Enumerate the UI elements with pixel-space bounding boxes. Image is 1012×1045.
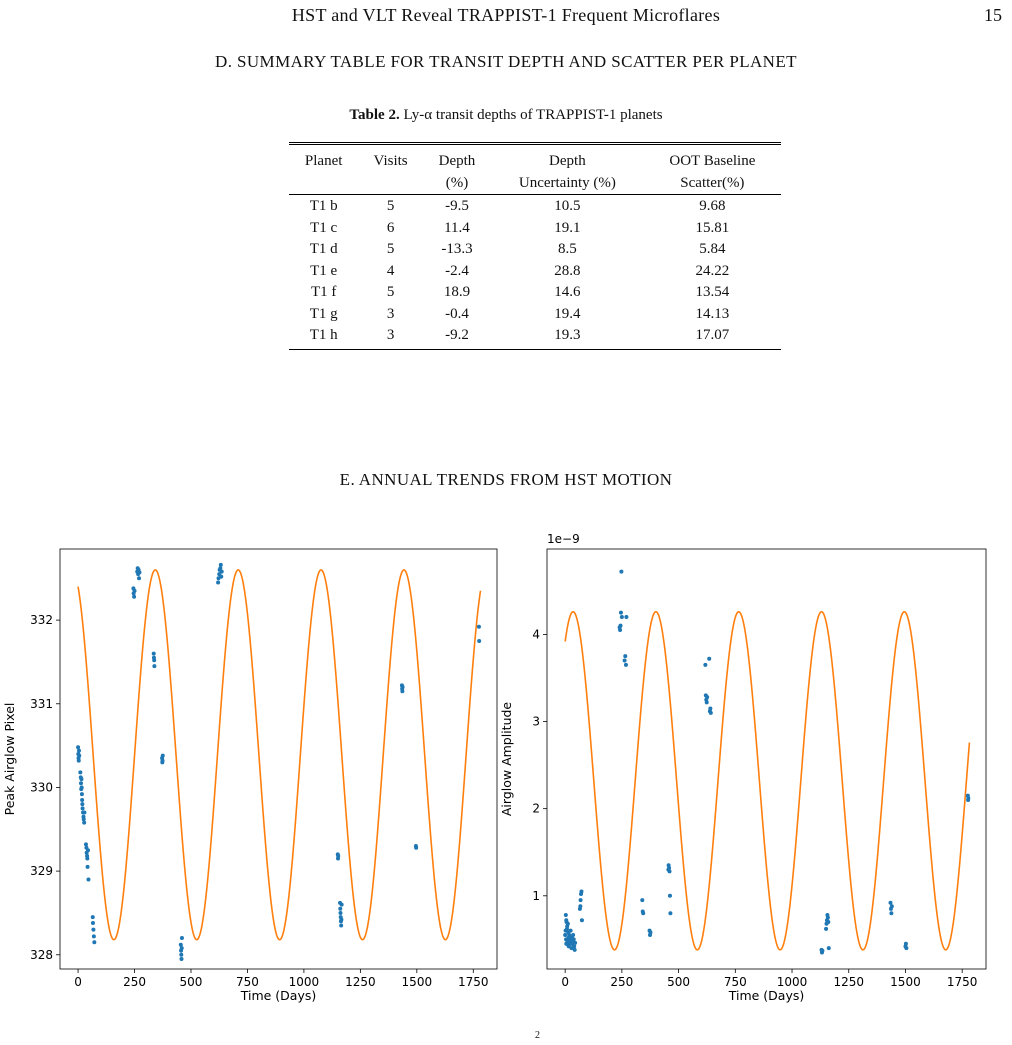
data-point [708,706,712,710]
table-cell: -9.2 [423,325,491,349]
table-header-cell: Uncertainty (%) [491,172,644,195]
table-caption [0,107,1012,124]
data-point [340,903,344,907]
data-point [904,942,908,946]
y-tick-label: 328 [30,947,53,962]
data-point [220,570,224,574]
y-tick-label: 4 [532,627,540,642]
data-point [580,918,584,922]
data-point [564,913,568,917]
data-point [667,866,671,870]
data-point [820,949,824,953]
plot-frame [547,549,986,969]
table-cell: 14.13 [695,305,730,322]
table-header-row [289,144,781,173]
data-point [477,625,481,629]
x-tick-label: 1500 [401,975,433,989]
data-point [668,911,672,915]
data-point [82,817,86,821]
table-cell: 4 [386,262,395,279]
page-number: 15 [984,5,1002,25]
data-point [705,695,709,699]
data-point [572,944,576,948]
table-header-cell: OOT Baseline [644,144,781,173]
data-point [827,946,831,950]
table-cell: 17.07 [644,325,781,349]
x-tick-label: 250 [610,975,634,989]
data-point [624,615,628,619]
table-cell: 19.1 [554,219,581,236]
y-tick-label: 330 [30,780,53,795]
table-cell: 6 [386,219,395,236]
data-point [648,930,652,934]
data-point [82,811,86,815]
table-cell: 19.3 [491,325,644,349]
x-tick-label: 750 [723,975,747,989]
data-point [179,943,183,947]
page-footer-mark: 2 [535,1030,540,1041]
data-point [85,857,89,861]
data-point [91,915,95,919]
table-cell: -9.5 [445,198,469,214]
data-point [219,575,223,579]
y-tick-label: 329 [30,864,53,879]
data-point [400,689,404,693]
table-header-cell [358,172,423,195]
table-row [289,282,781,304]
table-cell: -0.4 [445,305,469,322]
data-point [579,889,583,893]
table-cell: 3 [386,305,395,322]
data-point [338,907,342,911]
data-point [77,759,81,763]
x-tick-label: 0 [561,975,569,989]
data-point [92,940,96,944]
data-point [668,894,672,898]
y-tick-label: 332 [30,613,53,628]
table-caption-text: Ly-α transit depths of TRAPPIST-1 planets [403,107,663,123]
data-point [889,911,893,915]
table-cell: -2.4 [445,262,469,279]
y-axis-label: Peak Airglow Pixel [2,702,17,816]
x-tick-label: 1750 [458,975,489,989]
x-axis-label: Time (Days) [240,988,317,1003]
x-tick-label: 750 [235,975,259,989]
data-point [80,785,84,789]
data-point [618,628,622,632]
table-cell: 10.5 [554,198,581,214]
data-point [92,934,96,938]
table-cell: T1 d [309,241,338,257]
data-point [80,792,84,796]
data-point [79,781,83,785]
data-point [80,802,84,806]
table-header-cell: Depth [423,144,491,173]
data-point [338,911,342,915]
data-point [80,798,84,802]
table-cell: 14.6 [554,284,581,300]
x-tick-label: 250 [123,975,146,989]
data-point [79,777,83,781]
data-point [572,937,576,941]
table-cell: T1 c [310,219,338,236]
table-row [289,304,781,326]
table-header-cell: (%) [423,172,491,195]
data-point [966,796,970,800]
table-cell: T1 e [310,262,338,279]
data-point [137,576,141,580]
table-cell: T1 b [309,198,338,214]
table-header-cell [289,172,358,195]
data-point [904,946,908,950]
data-point [216,580,220,584]
data-point [82,821,86,825]
table-header-cell: Planet [289,144,358,173]
data-point [620,615,624,619]
data-point [161,754,165,758]
data-point [339,918,343,922]
data-point [571,933,575,937]
data-point [133,589,137,593]
table-header-cell: Depth [491,144,644,173]
x-tick-label: 1500 [890,975,921,989]
table-header-cell: Visits [358,144,423,173]
data-point [573,941,577,945]
table-row [289,195,781,218]
data-point [179,953,183,957]
data-point [579,898,583,902]
x-tick-label: 1750 [946,975,978,989]
transit-depth-table [289,142,781,350]
data-point [401,685,405,689]
data-point [890,904,894,908]
x-tick-label: 1250 [345,975,376,989]
data-point [623,654,627,658]
table-cell: T1 h [289,325,358,349]
data-point [703,663,707,667]
data-point [86,877,90,881]
table-cell: 5 [386,284,395,300]
table-cell: 3 [358,325,423,349]
data-point [91,921,95,925]
x-tick-label: 1000 [776,975,808,989]
table-row [289,218,781,240]
table-cell: 28.8 [554,262,581,279]
data-point [219,563,223,567]
table-row [289,325,781,349]
data-point [824,927,828,931]
table-header-row [289,172,781,195]
data-point [564,918,568,922]
x-tick-label: 0 [74,975,82,989]
table-cell: -13.3 [441,241,473,257]
data-point [84,842,88,846]
data-point [477,639,481,643]
data-point [77,754,81,758]
data-point [619,624,623,628]
data-point [563,933,567,937]
table-cell: 18.9 [443,284,471,300]
data-point [668,869,672,873]
data-point [180,957,184,961]
table-cell: 5 [386,241,395,257]
data-point [709,711,713,715]
data-point [619,570,623,574]
table-cell: 8.5 [558,241,577,257]
y-axis-label: Airglow Amplitude [499,701,514,817]
data-point [623,659,627,663]
chart-panel-1 [2,549,497,1003]
data-point [573,948,577,952]
x-axis-label: Time (Days) [728,988,805,1003]
table-row [289,261,781,283]
model-fit-line [78,570,480,940]
y-tick-label: 331 [30,696,53,711]
model-fit-line [565,612,969,950]
data-point [705,700,709,704]
running-title: HST and VLT Reveal TRAPPIST-1 Frequent Microflares [291,5,721,25]
section-e-heading: E. ANNUAL TRENDS FROM HST MOTION [339,470,673,489]
y-tick-label: 2 [532,801,540,816]
table-cell: 9.68 [699,198,726,214]
x-tick-label: 1250 [833,975,865,989]
table-cell: 5.84 [699,241,726,257]
data-point [180,936,184,940]
table-body [289,195,781,350]
annual-trends-figure [0,525,1012,1015]
data-point [180,946,184,950]
table-cell: 15.81 [695,219,730,236]
chart-panel-2 [499,532,986,1003]
data-point [152,652,156,656]
data-point [138,570,142,574]
y-tick-label: 3 [532,714,540,729]
x-tick-label: 1000 [288,975,320,989]
table-cell: 5 [386,198,395,214]
data-point [86,848,90,852]
x-tick-label: 500 [667,975,691,989]
data-point [76,745,80,749]
data-point [91,928,95,932]
table-header-cell: Scatter(%) [644,172,781,195]
table-row [289,239,781,261]
data-point [569,929,573,933]
data-point [414,846,418,850]
plot-frame [60,549,497,969]
data-point [152,658,156,662]
data-point [888,901,892,905]
data-point [640,898,644,902]
table-cell: 19.4 [554,305,581,322]
data-point [78,770,82,774]
data-point [624,663,628,667]
table-cell: 24.22 [695,262,730,279]
data-point [826,916,830,920]
data-point [161,759,165,763]
data-point [336,854,340,858]
table-caption-label: Table 2. [349,107,400,123]
data-point [566,922,570,926]
table-cell: 11.4 [444,219,470,236]
y-tick-label: 1 [532,888,540,903]
y-offset-label: 1e−9 [547,532,580,546]
data-point [826,920,830,924]
data-point [339,923,343,927]
data-point [86,865,90,869]
data-point [707,657,711,661]
table-cell: T1 f [310,284,337,300]
x-tick-label: 500 [179,975,203,989]
data-point [641,911,645,915]
data-point [578,904,582,908]
data-point [77,749,81,753]
table-cell: T1 g [309,305,338,322]
table-cell: 13.54 [695,284,730,300]
section-d-heading: D. SUMMARY TABLE FOR TRANSIT DEPTH AND SCATTER PER PLANET [215,52,797,71]
data-point [619,611,623,615]
data-point [81,806,85,810]
data-point [132,595,136,599]
data-point [152,664,156,668]
